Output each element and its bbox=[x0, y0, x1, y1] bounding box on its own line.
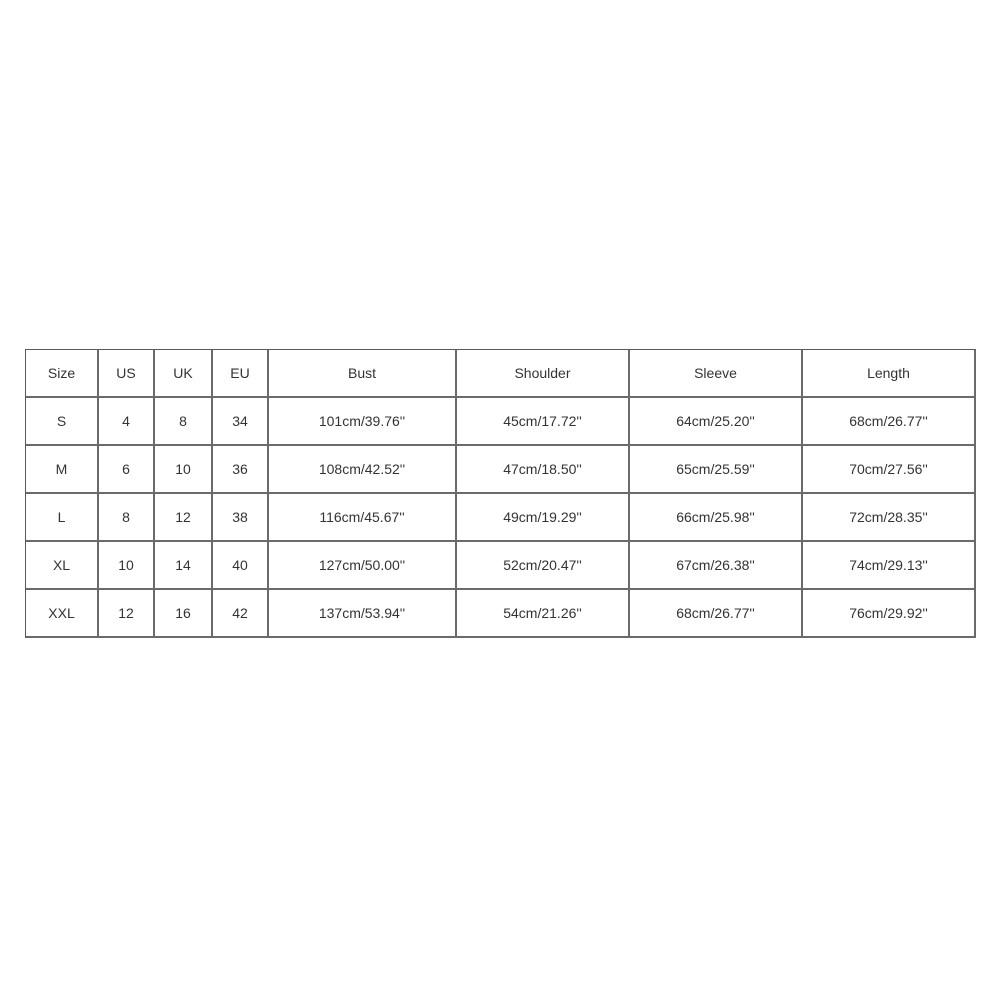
cell-sleeve: 65cm/25.59'' bbox=[630, 446, 803, 494]
cell-bust: 137cm/53.94'' bbox=[269, 590, 457, 638]
header-size: Size bbox=[26, 350, 99, 398]
cell-eu: 40 bbox=[213, 542, 269, 590]
header-eu: EU bbox=[213, 350, 269, 398]
cell-eu: 36 bbox=[213, 446, 269, 494]
header-row bbox=[26, 350, 976, 398]
cell-shoulder: 54cm/21.26'' bbox=[457, 590, 630, 638]
header-length: Length bbox=[803, 350, 976, 398]
cell-length: 72cm/28.35'' bbox=[803, 494, 976, 542]
table-row bbox=[26, 398, 976, 446]
cell-size: M bbox=[26, 446, 99, 494]
cell-size: L bbox=[26, 494, 99, 542]
cell-us: 12 bbox=[99, 590, 155, 638]
cell-shoulder: 49cm/19.29'' bbox=[457, 494, 630, 542]
cell-us: 10 bbox=[99, 542, 155, 590]
cell-us: 8 bbox=[99, 494, 155, 542]
cell-length: 74cm/29.13'' bbox=[803, 542, 976, 590]
cell-eu: 34 bbox=[213, 398, 269, 446]
header-sleeve: Sleeve bbox=[630, 350, 803, 398]
header-us: US bbox=[99, 350, 155, 398]
table-row bbox=[26, 542, 976, 590]
cell-eu: 38 bbox=[213, 494, 269, 542]
cell-bust: 116cm/45.67'' bbox=[269, 494, 457, 542]
cell-uk: 8 bbox=[155, 398, 213, 446]
cell-us: 6 bbox=[99, 446, 155, 494]
cell-uk: 14 bbox=[155, 542, 213, 590]
cell-uk: 12 bbox=[155, 494, 213, 542]
cell-size: XL bbox=[26, 542, 99, 590]
cell-length: 70cm/27.56'' bbox=[803, 446, 976, 494]
cell-uk: 10 bbox=[155, 446, 213, 494]
cell-bust: 108cm/42.52'' bbox=[269, 446, 457, 494]
cell-shoulder: 45cm/17.72'' bbox=[457, 398, 630, 446]
header-shoulder: Shoulder bbox=[457, 350, 630, 398]
cell-sleeve: 64cm/25.20'' bbox=[630, 398, 803, 446]
table-row bbox=[26, 446, 976, 494]
table-row bbox=[26, 590, 976, 638]
cell-size: S bbox=[26, 398, 99, 446]
cell-shoulder: 47cm/18.50'' bbox=[457, 446, 630, 494]
cell-eu: 42 bbox=[213, 590, 269, 638]
cell-us: 4 bbox=[99, 398, 155, 446]
size-chart-table bbox=[25, 349, 976, 638]
cell-size: XXL bbox=[26, 590, 99, 638]
cell-bust: 101cm/39.76'' bbox=[269, 398, 457, 446]
table-row bbox=[26, 494, 976, 542]
cell-sleeve: 66cm/25.98'' bbox=[630, 494, 803, 542]
cell-sleeve: 67cm/26.38'' bbox=[630, 542, 803, 590]
cell-length: 76cm/29.92'' bbox=[803, 590, 976, 638]
header-bust: Bust bbox=[269, 350, 457, 398]
cell-shoulder: 52cm/20.47'' bbox=[457, 542, 630, 590]
cell-uk: 16 bbox=[155, 590, 213, 638]
cell-length: 68cm/26.77'' bbox=[803, 398, 976, 446]
cell-bust: 127cm/50.00'' bbox=[269, 542, 457, 590]
header-uk: UK bbox=[155, 350, 213, 398]
cell-sleeve: 68cm/26.77'' bbox=[630, 590, 803, 638]
